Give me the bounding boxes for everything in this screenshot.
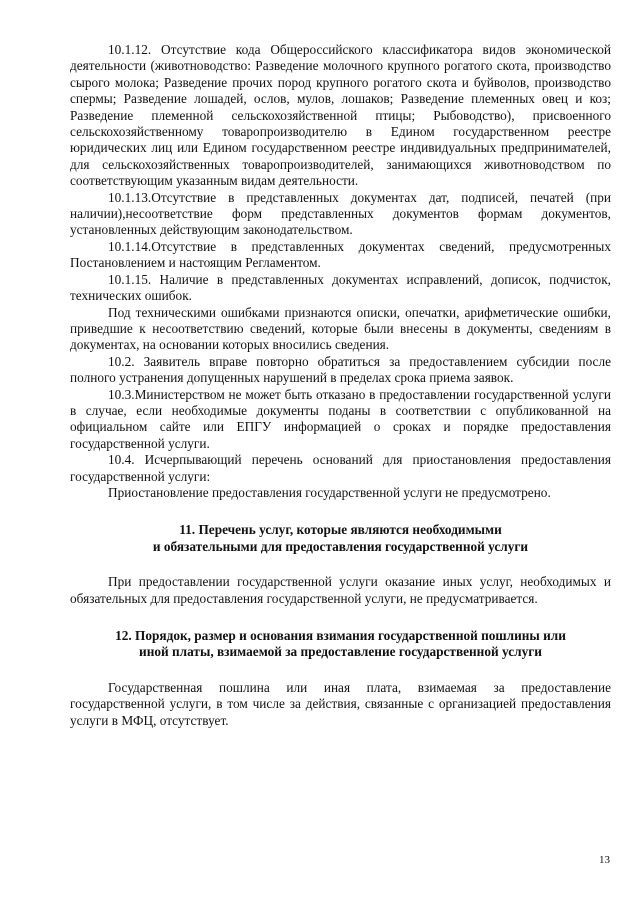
section-12-heading — [70, 628, 611, 661]
paragraph-suspension: Приостановление предоставления государственной услуги не предусмотрено. — [108, 484, 551, 500]
paragraph-10-2: 10.2. Заявитель вправе повторно обратиться за предоставлением субсидии после полного устранения допущенных нарушений в пределах срока приема заявок. — [70, 353, 611, 386]
paragraph-10-1-14: 10.1.14.Отсутствие в представленных документах сведений, предусмотренных Постановлением и настоящим Регламентом. — [70, 238, 611, 271]
section-12-body: Государственная пошлина или иная плата, взимаемая за предоставление государственной услуги, в том числе за действия, связанные с организацией предоставления услуги в МФЦ, отсутствует. — [70, 679, 611, 728]
paragraph-10-1-13: 10.1.13.Отсутствие в представленных документах дат, подписей, печатей (при наличии),несоответствие форм представленных документов формам документов, установленных действующим законодательством. — [70, 189, 611, 238]
section-12-heading-line-1: 12. Порядок, размер и основания взимания государственной пошлины или — [115, 628, 566, 643]
page-number: 13 — [599, 854, 610, 866]
paragraph-10-1-15: 10.1.15. Наличие в представленных документах исправлений, дописок, подчисток, технических ошибок. — [70, 271, 611, 304]
paragraph-10-4: 10.4. Исчерпывающий перечень оснований для приостановления предоставления государственной услуги: — [70, 452, 611, 484]
section-11-heading-line-1: 11. Перечень услуг, которые являются необходимыми — [179, 522, 502, 538]
paragraph-technical-errors: Под техническими ошибками признаются описки, опечатки, арифметические ошибки, приведшие к несоответствию сведений, которые были внесены в документы, сведениям в документах, на основании которых вносились сведения. — [70, 304, 611, 353]
section-11-heading — [70, 522, 611, 555]
section-12-heading-line-2: иной платы, взимаемой за предоставление государственной услуги — [139, 644, 542, 660]
document-page — [70, 42, 611, 729]
paragraph-10-1-12: 10.1.12. Отсутствие кода Общероссийского классификатора видов экономической деятельности (животноводство: Разведение молочного крупного рогатого скота, производство сырого молока; Разведение прочих пород крупного рогатого скота и буйволов, производство спермы; Разведение лошадей, ослов, мулов, лошаков; Разведение племенных овец и коз; Разведение племенной сельскохозяйственной птицы; Рыбоводство), присвоенного сельскохозяйственному товаропроизводителю в Едином государственном реестре юридических лиц или Едином государственном реестре индивидуальных предпринимателей, для сельскохозяйственных товаропроизводителей, занимающихся животноводством по соответствующим указанным видам деятельности. — [70, 42, 611, 189]
paragraph-10-3: 10.3.Министерством не может быть отказано в предоставлении государственной услуги в случае, если необходимые документы поданы в соответствии с опубликованной на официальном сайте или ЕПГУ информацией о сроках и порядке предоставления государственной услуги. — [70, 386, 611, 451]
section-11-body: При предоставлении государственной услуги оказание иных услуг, необходимых и обязательных для предоставления государственной услуги, не предусматривается. — [70, 574, 611, 606]
section-11-heading-line-2: и обязательными для предоставления государственной услуги — [152, 538, 529, 554]
